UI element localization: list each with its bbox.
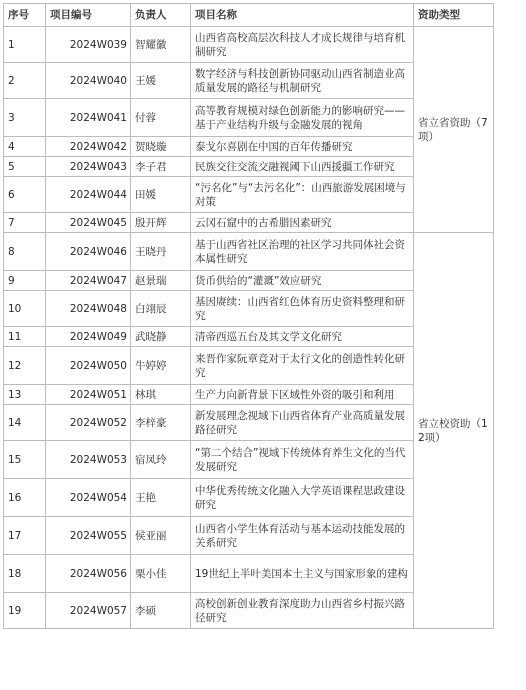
cell-fund-group-2: 省立校资助（12项） <box>414 233 494 629</box>
cell-seq: 8 <box>4 233 46 271</box>
cell-seq: 4 <box>4 137 46 157</box>
cell-seq: 3 <box>4 99 46 137</box>
cell-seq: 1 <box>4 27 46 63</box>
cell-code: 2024W043 <box>46 157 131 177</box>
cell-code: 2024W045 <box>46 213 131 233</box>
cell-code: 2024W055 <box>46 517 131 555</box>
cell-title: 高等教育规模对绿色创新能力的影响研究——基于产业结构升级与金融发展的视角 <box>191 99 414 137</box>
header-person: 负责人 <box>131 4 191 27</box>
cell-title: 山西省小学生体育活动与基本运动技能发展的关系研究 <box>191 517 414 555</box>
cell-title: 民族交往交流交融视阈下山西援疆工作研究 <box>191 157 414 177</box>
cell-title: “污名化”与“去污名化”：山西旅游发展困境与对策 <box>191 177 414 213</box>
cell-seq: 10 <box>4 291 46 327</box>
header-code: 项目编号 <box>46 4 131 27</box>
cell-person: 赵景瑞 <box>131 271 191 291</box>
cell-seq: 15 <box>4 441 46 479</box>
cell-code: 2024W048 <box>46 291 131 327</box>
cell-code: 2024W042 <box>46 137 131 157</box>
cell-person: 侯亚丽 <box>131 517 191 555</box>
cell-code: 2024W050 <box>46 347 131 385</box>
cell-seq: 12 <box>4 347 46 385</box>
cell-person: 李硕 <box>131 593 191 629</box>
cell-seq: 17 <box>4 517 46 555</box>
table-header-row <box>4 4 494 27</box>
cell-seq: 9 <box>4 271 46 291</box>
cell-code: 2024W041 <box>46 99 131 137</box>
cell-person: 王媛 <box>131 63 191 99</box>
cell-seq: 13 <box>4 385 46 405</box>
cell-seq: 14 <box>4 405 46 441</box>
cell-person: 栗小佳 <box>131 555 191 593</box>
cell-seq: 18 <box>4 555 46 593</box>
cell-code: 2024W051 <box>46 385 131 405</box>
cell-code: 2024W046 <box>46 233 131 271</box>
cell-code: 2024W044 <box>46 177 131 213</box>
cell-person: 牛婷婷 <box>131 347 191 385</box>
cell-seq: 6 <box>4 177 46 213</box>
cell-seq: 7 <box>4 213 46 233</box>
cell-person: 王艳 <box>131 479 191 517</box>
cell-title: 新发展理念视域下山西省体育产业高质量发展路径研究 <box>191 405 414 441</box>
cell-code: 2024W049 <box>46 327 131 347</box>
cell-title: 基于山西省社区治理的社区学习共同体社会资本属性研究 <box>191 233 414 271</box>
cell-person: 白翊辰 <box>131 291 191 327</box>
cell-code: 2024W040 <box>46 63 131 99</box>
cell-title: 清帝西巡五台及其文学文化研究 <box>191 327 414 347</box>
cell-code: 2024W052 <box>46 405 131 441</box>
header-seq: 序号 <box>4 4 46 27</box>
cell-code: 2024W054 <box>46 479 131 517</box>
cell-title: 货币供给的“灌溉”效应研究 <box>191 271 414 291</box>
cell-title: 19世纪上半叶美国本土主义与国家形象的建构 <box>191 555 414 593</box>
cell-code: 2024W057 <box>46 593 131 629</box>
cell-seq: 5 <box>4 157 46 177</box>
cell-seq: 11 <box>4 327 46 347</box>
cell-person: 殷开辉 <box>131 213 191 233</box>
cell-code: 2024W047 <box>46 271 131 291</box>
cell-title: 数字经济与科技创新协同驱动山西省制造业高质量发展的路径与机制研究 <box>191 63 414 99</box>
table-row <box>4 233 494 271</box>
cell-person: 贺晓璇 <box>131 137 191 157</box>
cell-code: 2024W039 <box>46 27 131 63</box>
cell-title: 泰戈尔喜剧在中国的百年传播研究 <box>191 137 414 157</box>
cell-code: 2024W053 <box>46 441 131 479</box>
cell-person: 智耀徽 <box>131 27 191 63</box>
cell-title: 基因赓续：山西省红色体育历史资料整理和研究 <box>191 291 414 327</box>
cell-title: 来晋作家阮章竞对于太行文化的创造性转化研究 <box>191 347 414 385</box>
table-row <box>4 27 494 63</box>
cell-person: 王晓丹 <box>131 233 191 271</box>
cell-person: 李梓豪 <box>131 405 191 441</box>
header-title: 项目名称 <box>191 4 414 27</box>
header-fund: 资助类型 <box>414 4 494 27</box>
cell-person: 田媛 <box>131 177 191 213</box>
cell-title: 云冈石窟中的古希腊因素研究 <box>191 213 414 233</box>
cell-person: 宿凤玲 <box>131 441 191 479</box>
cell-title: 高校创新创业教育深度助力山西省乡村振兴路径研究 <box>191 593 414 629</box>
project-table-container <box>3 3 494 629</box>
cell-fund-group-1: 省立省资助（7项） <box>414 27 494 233</box>
cell-title: 生产力向新背景下区域性外资的吸引和利用 <box>191 385 414 405</box>
cell-code: 2024W056 <box>46 555 131 593</box>
cell-title: 中华优秀传统文化融入大学英语课程思政建设研究 <box>191 479 414 517</box>
cell-title: “第二个结合”视域下传统体育养生文化的当代发展研究 <box>191 441 414 479</box>
project-table <box>3 3 494 629</box>
cell-title: 山西省高校高层次科技人才成长规律与培育机制研究 <box>191 27 414 63</box>
cell-person: 武晓静 <box>131 327 191 347</box>
cell-person: 李子君 <box>131 157 191 177</box>
cell-seq: 2 <box>4 63 46 99</box>
cell-seq: 19 <box>4 593 46 629</box>
cell-person: 付蓉 <box>131 99 191 137</box>
cell-seq: 16 <box>4 479 46 517</box>
cell-person: 林琪 <box>131 385 191 405</box>
